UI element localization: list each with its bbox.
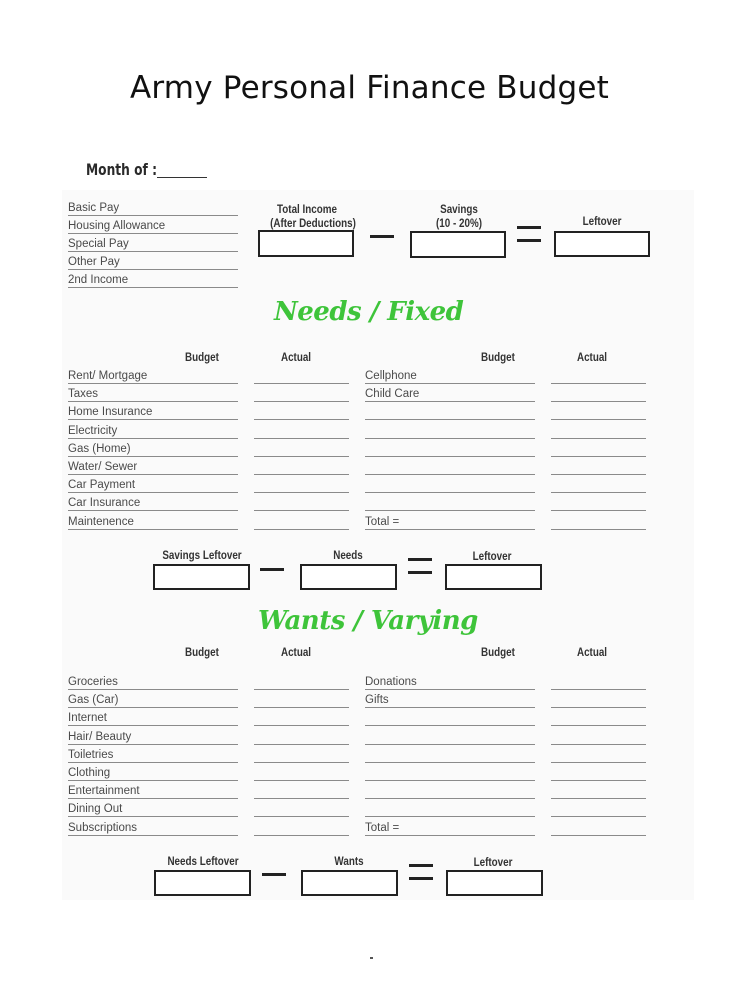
wants-budget-line-right[interactable] [365,780,535,781]
needs-budget-line-right[interactable] [365,510,535,511]
needs-item-label-right: Child Care [365,388,420,401]
wants-budget-line[interactable] [68,744,238,745]
needs-leftover-box[interactable] [154,870,251,896]
income-item-label: Basic Pay [68,202,120,214]
needs-item-label: Car Payment [68,479,136,492]
wants-actual-line-right[interactable] [551,780,646,781]
savings-leftover-label: Savings Leftover [162,548,242,562]
income-item-line[interactable] [68,287,238,288]
minus-sign [260,568,284,571]
wants-actual-line[interactable] [254,816,349,817]
income-item-label: Special Pay [68,238,129,250]
wants-actual-line[interactable] [254,835,349,836]
needs-actual-line-right[interactable] [551,383,646,384]
needs-budget-line-right[interactable] [365,492,535,493]
needs-actual-line[interactable] [254,383,349,384]
needs-actual-line-right[interactable] [551,438,646,439]
minus-sign [262,873,286,876]
needs-item-label: Car Insurance [68,497,141,510]
needs-actual-line-right[interactable] [551,529,646,530]
needs-label: Needs [333,548,363,562]
wants-budget-header-right: Budget [481,645,515,659]
wants-item-label-right: Total = [365,821,400,834]
wants-item-label: Hair/ Beauty [68,730,132,743]
needs-item-label-right: Cellphone [365,370,417,382]
income-item-line[interactable] [68,251,238,252]
needs-actual-line[interactable] [254,474,349,475]
wants-item-label: Dining Out [68,803,123,816]
needs-actual-header-right: Actual [576,350,608,364]
wants-budget-line[interactable] [68,707,238,708]
wants-budget-line-right[interactable] [365,798,535,799]
needs-leftover-result-box[interactable] [445,564,542,590]
needs-item-label: Water/ Sewer [68,461,138,473]
equals-sign [517,226,541,242]
wants-actual-line-right[interactable] [551,689,646,690]
needs-actual-line-right[interactable] [551,401,646,402]
needs-actual-line[interactable] [254,419,349,420]
needs-budget-line[interactable] [68,474,238,475]
needs-budget-line-right[interactable] [365,419,535,420]
needs-budget-line-right[interactable] [365,401,535,402]
wants-item-label: Groceries [68,676,118,688]
minus-sign [370,235,394,238]
income-item-line[interactable] [68,233,238,234]
leftover-label: Leftover [582,214,622,228]
wants-actual-line-right[interactable] [551,707,646,708]
wants-budget-line[interactable] [68,689,238,690]
needs-budget-line-right[interactable] [365,383,535,384]
wants-actual-line-right[interactable] [551,762,646,763]
total-income-header [270,202,356,230]
needs-actual-line-right[interactable] [551,419,646,420]
needs-item-label: Electricity [68,424,118,437]
wants-actual-line[interactable] [254,798,349,799]
needs-item-label-right: Total = [365,515,400,528]
needs-item-label: Rent/ Mortgage [68,370,148,382]
page-title: Army Personal Finance Budget [130,70,609,106]
needs-actual-line-right[interactable] [551,492,646,493]
needs-budget-line-right[interactable] [365,438,535,439]
savings-label: Savings [440,202,478,216]
wants-actual-line[interactable] [254,689,349,690]
income-item-label: Other Pay [68,256,120,268]
needs-budget-line[interactable] [68,383,238,384]
needs-budget-line-right[interactable] [365,474,535,475]
total-income-box[interactable] [258,230,354,257]
wants-budget-line[interactable] [68,725,238,726]
wants-item-label: Entertainment [68,785,140,798]
leftover-box[interactable] [554,231,650,257]
needs-leftover-label: Needs Leftover [167,854,239,868]
needs-budget-header-left: Budget [185,350,219,364]
needs-budget-header-right: Budget [481,350,515,364]
wants-budget-line-right[interactable] [365,744,535,745]
wants-label: Wants [334,854,364,868]
wants-item-label: Internet [68,712,107,725]
wants-budget-line[interactable] [68,835,238,836]
needs-actual-line-right[interactable] [551,510,646,511]
savings-leftover-box[interactable] [153,564,250,590]
wants-budget-line-right[interactable] [365,835,535,836]
needs-budget-line[interactable] [68,401,238,402]
needs-actual-line[interactable] [254,529,349,530]
wants-item-label: Clothing [68,767,111,779]
needs-heading: Needs / Fixed [274,297,464,327]
wants-actual-line[interactable] [254,762,349,763]
needs-budget-line-right[interactable] [365,456,535,457]
wants-actual-line-right[interactable] [551,744,646,745]
income-item-label: Housing Allowance [68,220,166,232]
needs-item-label: Maintenence [68,515,134,528]
needs-actual-line[interactable] [254,401,349,402]
month-label: Month of : [86,160,158,179]
needs-item-label: Taxes [68,388,99,401]
needs-actual-line[interactable] [254,438,349,439]
needs-budget-line[interactable] [68,529,238,530]
wants-budget-line[interactable] [68,780,238,781]
needs-box[interactable] [300,564,397,590]
wants-item-label: Gas (Car) [68,694,119,707]
needs-leftover-result-label: Leftover [472,549,512,563]
wants-actual-line[interactable] [254,725,349,726]
wants-item-label-right: Donations [365,676,417,688]
wants-budget-line-right[interactable] [365,689,535,690]
wants-item-label: Toiletries [68,748,114,761]
wants-item-label-right: Gifts [365,694,389,707]
wants-budget-line[interactable] [68,798,238,799]
after-deductions-label: (After Deductions) [270,216,356,230]
needs-item-label: Gas (Home) [68,442,131,455]
wants-actual-line[interactable] [254,780,349,781]
wants-leftover-result-box[interactable] [446,870,543,896]
wants-leftover-result-label: Leftover [473,855,513,869]
needs-budget-line[interactable] [68,510,238,511]
month-field-line[interactable] [157,177,207,178]
wants-item-label: Subscriptions [68,821,138,834]
wants-budget-line-right[interactable] [365,816,535,817]
page-mark [370,957,373,959]
needs-budget-line[interactable] [68,492,238,493]
needs-actual-line[interactable] [254,510,349,511]
savings-percent-label: (10 - 20%) [436,216,482,230]
income-item-line[interactable] [68,269,238,270]
income-item-label: 2nd Income [68,274,129,286]
wants-budget-header-left: Budget [185,645,219,659]
wants-actual-line-right[interactable] [551,835,646,836]
wants-actual-header-right: Actual [576,645,608,659]
equals-sign [409,864,433,880]
needs-actual-line[interactable] [254,456,349,457]
needs-actual-line[interactable] [254,492,349,493]
needs-budget-line[interactable] [68,456,238,457]
savings-box[interactable] [410,231,506,258]
needs-budget-line-right[interactable] [365,529,535,530]
needs-item-label: Home Insurance [68,406,153,419]
wants-budget-line[interactable] [68,816,238,817]
needs-actual-header-left: Actual [280,350,312,364]
wants-budget-line[interactable] [68,762,238,763]
wants-actual-line[interactable] [254,707,349,708]
wants-actual-line-right[interactable] [551,725,646,726]
wants-budget-line-right[interactable] [365,725,535,726]
income-item-line[interactable] [68,215,238,216]
total-income-label: Total Income [277,202,337,216]
savings-header [422,202,496,230]
wants-actual-line[interactable] [254,744,349,745]
wants-actual-line-right[interactable] [551,816,646,817]
needs-actual-line-right[interactable] [551,456,646,457]
needs-budget-line[interactable] [68,419,238,420]
wants-actual-header-left: Actual [280,645,312,659]
wants-actual-line-right[interactable] [551,798,646,799]
needs-actual-line-right[interactable] [551,474,646,475]
wants-budget-line-right[interactable] [365,707,535,708]
wants-budget-line-right[interactable] [365,762,535,763]
wants-heading: Wants / Varying [258,606,478,636]
equals-sign [408,558,432,574]
wants-box[interactable] [301,870,398,896]
needs-budget-line[interactable] [68,438,238,439]
